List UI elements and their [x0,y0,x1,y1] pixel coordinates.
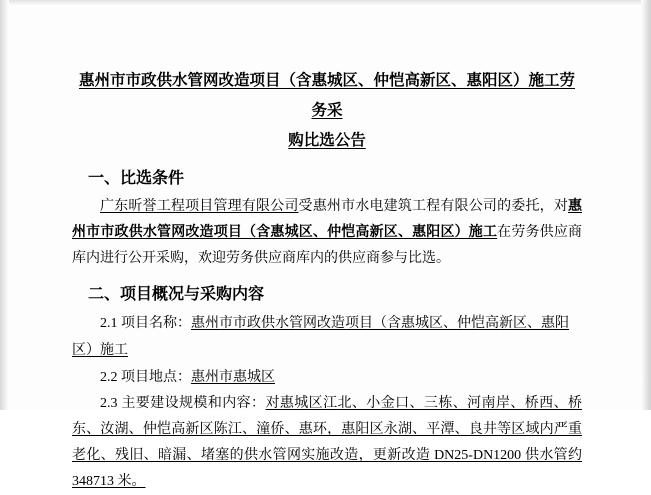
document-body [72,66,582,495]
project-name-inline: 惠州市市政供水管网改造项目（含惠城区、仲恺高新区、惠阳区）施工 [72,199,583,240]
section-heading-1: 一、比选条件 [88,170,185,187]
item-2-1-value: 惠州市市政供水管网改造项目（含惠城区、仲恺高新区、惠阳区）施工 [72,316,569,358]
agency-name: 广东昕誉工程项目管理有限公司 [100,199,299,214]
procurement-text: 在劳务供应商库内进行公开采购，欢迎劳务供应商库内的供应商参与比选。 [72,225,583,266]
item-2-2-label: 项目地点： [121,370,191,385]
section-1-paragraph [72,194,582,272]
section-heading-2: 二、项目概况与采购内容 [88,286,265,303]
document-title [72,66,582,156]
item-2-1 [72,310,582,364]
item-2-1-label: 项目名称： [121,316,191,331]
page-edge-shadow-left [0,0,9,410]
item-2-1-number: 2.1 [100,316,118,331]
item-2-2 [72,364,582,391]
document-title-line-1: 惠州市市政供水管网改造项目（含惠城区、仲恺高新区、惠阳区）施工劳务采 [78,72,575,119]
item-2-3-label: 主要建设规模和内容： [121,396,266,411]
item-2-2-value: 惠州市惠城区 [191,370,275,385]
item-2-3-number: 2.3 [100,396,118,411]
page-edge-shadow-right [641,0,651,410]
entrust-text: 受惠州市水电建筑工程有限公司的委托，对 [298,199,569,214]
document-title-line-2: 购比选公告 [288,132,366,149]
page-edge-shadow-top [0,0,651,6]
item-2-3 [72,391,582,495]
item-2-2-number: 2.2 [100,370,118,385]
item-2-3-value: 对惠城区江北、小金口、三栋、河南岸、桥西、桥东、汝湖、仲恺高新区陈江、潼侨、惠环，惠阳区永湖、平潭、良井等区域内严重老化、残旧、暗漏、堵塞的供水管网实施改造，更新改造 DN25-DN1200 供水管约 348713 米。 [72,396,582,489]
